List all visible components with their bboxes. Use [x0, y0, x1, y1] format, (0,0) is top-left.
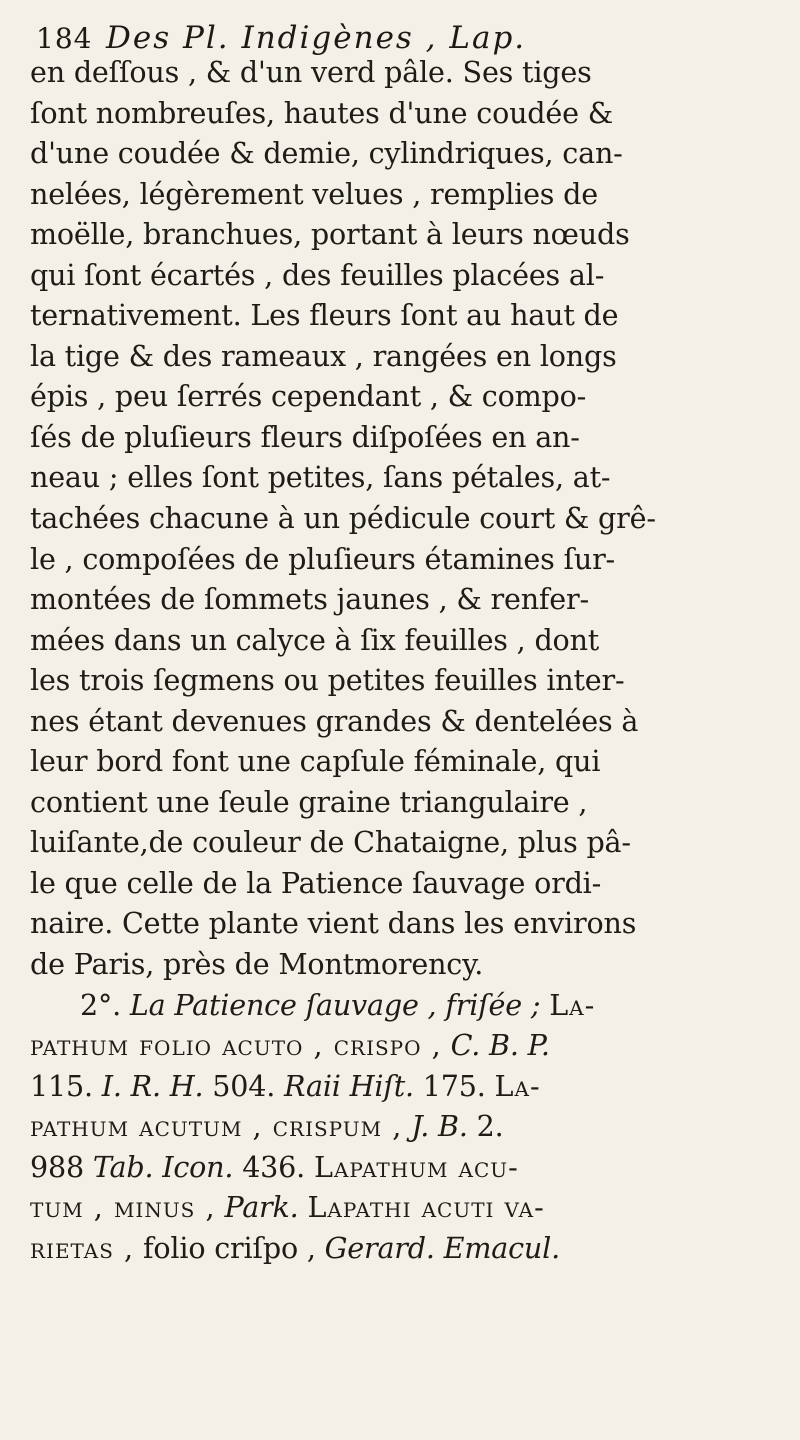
- synonym-text: pathum folio acuto , crispo ,: [30, 1028, 442, 1063]
- reference-text: Park.: [224, 1190, 299, 1225]
- synonym-text: La-: [494, 1068, 541, 1103]
- text-line: mées dans un calyce à ſix feuilles , dont: [30, 622, 600, 657]
- text-line: naire. Cette plante vient dans les environs: [30, 906, 637, 941]
- reference-text: I. R. H.: [101, 1068, 204, 1103]
- text-line: montées de ſommets jaunes , & renfer-: [30, 582, 589, 617]
- synonym-text: tum , minus ,: [30, 1190, 216, 1225]
- reference-text: Raii Hiſt.: [284, 1068, 414, 1103]
- page-number: 184: [36, 22, 93, 55]
- text-line: la tige & des rameaux , rangées en longs: [30, 338, 617, 373]
- text-line: nelées, légèrement velues , remplies de: [30, 176, 598, 211]
- reference-text: C. B. P.: [450, 1028, 550, 1063]
- reference-number: 504.: [212, 1068, 276, 1103]
- synonym-line: [30, 1147, 790, 1188]
- synonym-text: La-: [549, 987, 596, 1022]
- synonym-line: [30, 1187, 790, 1228]
- text-line: nes étant devenues grandes & dentelées à: [30, 703, 639, 738]
- synonym-line: [30, 1025, 790, 1066]
- text-line: le , compoſées de pluſieurs étamines ſur-: [30, 541, 616, 576]
- text-line: tachées chacune à un pédicule court & grê-: [30, 501, 656, 536]
- text-line: leur bord font une capſule féminale, qui: [30, 744, 601, 779]
- text-line: qui ſont écartés , des feuilles placées al-: [30, 257, 605, 292]
- text-line: en deſſous , & d'un verd pâle. Ses tiges: [30, 55, 592, 89]
- reference-text: Tab. Icon.: [92, 1149, 234, 1184]
- entry-number: 2°.: [80, 987, 121, 1022]
- synonym-text: Lapathi acuti va-: [307, 1190, 545, 1225]
- text-line: épis , peu ſerrés cependant , & compo-: [30, 379, 587, 414]
- synonym-text: rietas ,: [30, 1230, 135, 1265]
- synonym-line: [30, 1106, 790, 1147]
- synonym-line: [30, 1228, 790, 1269]
- text-line: moëlle, branchues, portant à leurs nœuds: [30, 217, 630, 252]
- text-line: neau ; elles ſont petites, ſans pétales, at-: [30, 460, 611, 495]
- text-line: d'une coudée & demie, cylindriques, can-: [30, 136, 623, 171]
- text-line: luiſante,de couleur de Chataigne, plus pâ-: [30, 825, 631, 860]
- running-title: Des Pl. Indigènes , Lap.: [106, 20, 527, 56]
- text-line: contient une ſeule graine triangulaire ,: [30, 784, 588, 819]
- reference-number: 2.: [476, 1109, 504, 1144]
- text-line: ſés de pluſieurs fleurs diſpoſées en an-: [30, 419, 580, 454]
- entry-title: La Patience ſauvage , friſée ;: [129, 987, 541, 1022]
- entry-heading-line: [30, 985, 790, 1026]
- reference-number: 115.: [30, 1068, 93, 1103]
- reference-text: Gerard. Emacul.: [324, 1230, 560, 1265]
- text-line: ternativement. Les fleurs ſont au haut de: [30, 298, 619, 333]
- text-line: ſont nombreuſes, hautes d'une coudée &: [30, 95, 613, 130]
- reference-number: 436.: [242, 1149, 306, 1184]
- text-line: le que celle de la Patience ſauvage ordi-: [30, 865, 602, 900]
- synonym-text: pathum acutum , crispum ,: [30, 1109, 403, 1144]
- synonym-text: Lapathum acu-: [313, 1149, 519, 1184]
- reference-number: 988: [30, 1149, 84, 1184]
- synonym-plain-text: folio criſpo ,: [143, 1230, 316, 1265]
- text-line: les trois ſegmens ou petites feuilles inter-: [30, 663, 625, 698]
- reference-number: 175.: [422, 1068, 486, 1103]
- synonym-line: [30, 1066, 790, 1107]
- body-text: [30, 52, 790, 1268]
- reference-text: J. B.: [411, 1109, 468, 1144]
- text-line: de Paris, près de Montmorency.: [30, 947, 484, 982]
